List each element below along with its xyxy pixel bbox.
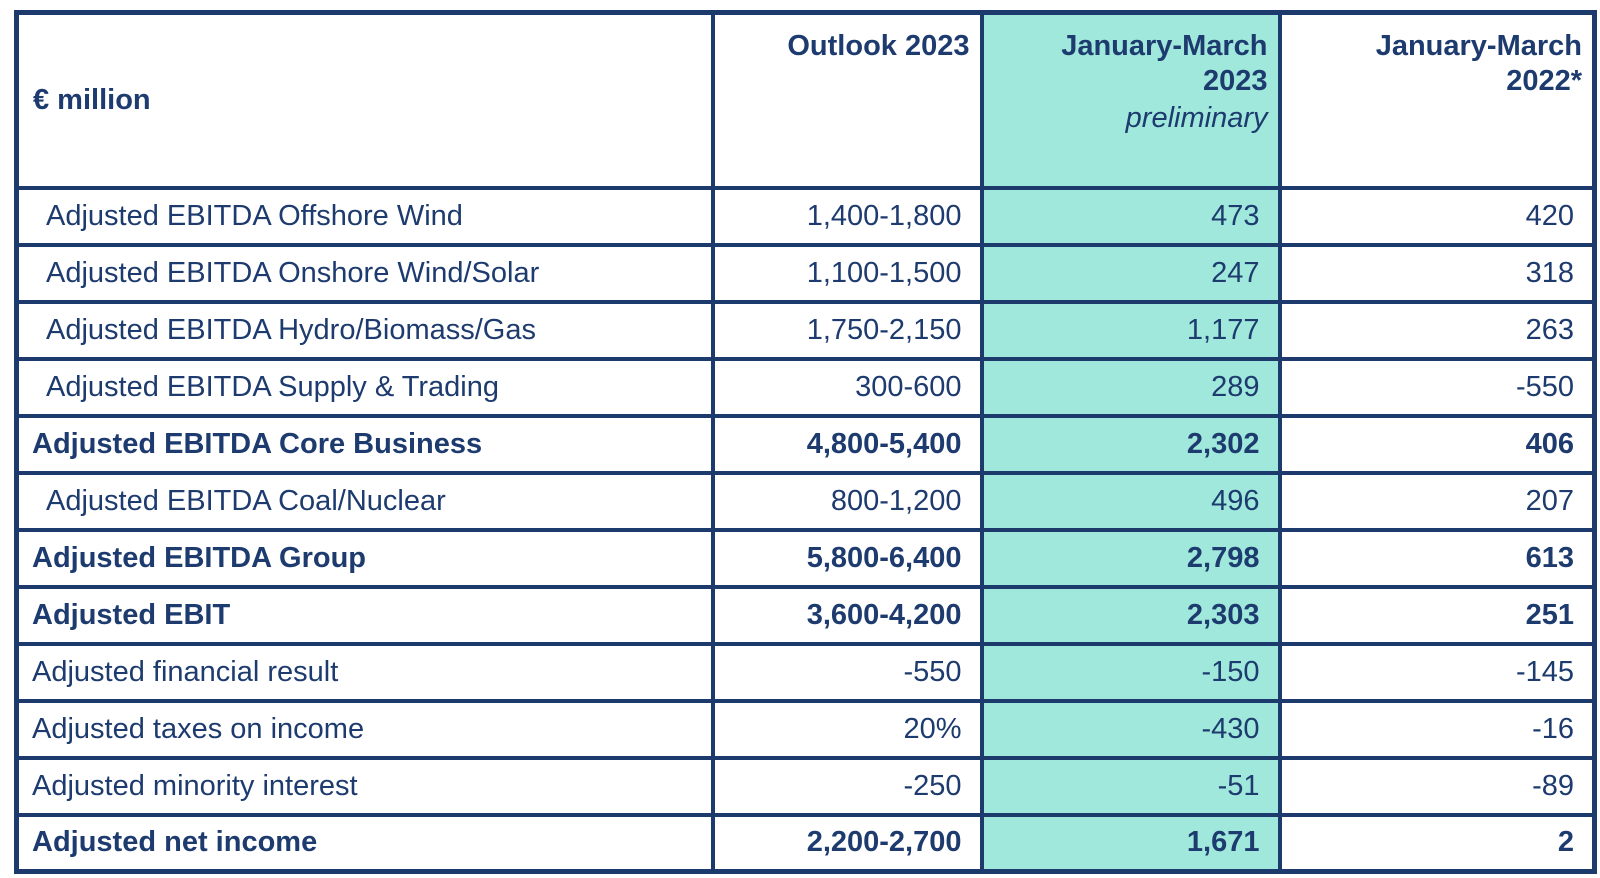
- outlook-value: 1,100-1,500: [713, 245, 982, 302]
- q1-2023-value: 2,798: [982, 530, 1280, 587]
- q1-2022-value: 406: [1280, 416, 1595, 473]
- row-label: Adjusted financial result: [17, 644, 713, 701]
- outlook-2023-header-cell: Outlook 2023: [713, 13, 982, 188]
- table-row: [17, 644, 1595, 701]
- q1-2022-value: 420: [1280, 188, 1595, 245]
- outlook-value: 1,750-2,150: [713, 302, 982, 359]
- outlook-value: -250: [713, 758, 982, 815]
- table-body: [17, 188, 1595, 872]
- jan-mar-2022-line2: 2022*: [1506, 64, 1582, 97]
- q1-2022-value: 613: [1280, 530, 1595, 587]
- q1-2022-value: 207: [1280, 473, 1595, 530]
- table-header: [17, 13, 1595, 188]
- table-row: [17, 302, 1595, 359]
- table-row: [17, 245, 1595, 302]
- q1-2023-value: -51: [982, 758, 1280, 815]
- row-label: Adjusted EBITDA Onshore Wind/Solar: [17, 245, 713, 302]
- q1-2023-value: 289: [982, 359, 1280, 416]
- q1-2023-value: 473: [982, 188, 1280, 245]
- row-label: Adjusted EBITDA Coal/Nuclear: [17, 473, 713, 530]
- table-row: [17, 587, 1595, 644]
- q1-2022-value: 318: [1280, 245, 1595, 302]
- jan-mar-2022-header-cell: [1280, 13, 1595, 188]
- q1-2023-value: 247: [982, 245, 1280, 302]
- q1-2022-value: 263: [1280, 302, 1595, 359]
- outlook-value: 20%: [713, 701, 982, 758]
- q1-2022-value: 251: [1280, 587, 1595, 644]
- unit-header-cell: € million: [17, 13, 713, 188]
- row-label: Adjusted EBITDA Supply & Trading: [17, 359, 713, 416]
- q1-2023-value: 496: [982, 473, 1280, 530]
- q1-2023-value: 2,302: [982, 416, 1280, 473]
- outlook-value: -550: [713, 644, 982, 701]
- jan-mar-2023-header-cell: [982, 13, 1280, 188]
- row-label: Adjusted minority interest: [17, 758, 713, 815]
- row-label: Adjusted EBIT: [17, 587, 713, 644]
- table-row: [17, 530, 1595, 587]
- outlook-value: 2,200-2,700: [713, 815, 982, 872]
- row-label: Adjusted EBITDA Core Business: [17, 416, 713, 473]
- jan-mar-2023-line1: January-March: [1061, 30, 1268, 62]
- q1-2022-value: -16: [1280, 701, 1595, 758]
- q1-2023-value: 1,671: [982, 815, 1280, 872]
- table-row: [17, 701, 1595, 758]
- q1-2023-value: 1,177: [982, 302, 1280, 359]
- table-row: [17, 188, 1595, 245]
- q1-2023-value: -150: [982, 644, 1280, 701]
- q1-2022-value: -145: [1280, 644, 1595, 701]
- outlook-value: 800-1,200: [713, 473, 982, 530]
- financial-results-table: [14, 10, 1597, 874]
- table-row: [17, 359, 1595, 416]
- outlook-value: 3,600-4,200: [713, 587, 982, 644]
- preliminary-note: preliminary: [1125, 101, 1268, 134]
- q1-2023-value: 2,303: [982, 587, 1280, 644]
- row-label: Adjusted EBITDA Group: [17, 530, 713, 587]
- row-label: Adjusted taxes on income: [17, 701, 713, 758]
- outlook-value: 1,400-1,800: [713, 188, 982, 245]
- row-label: Adjusted EBITDA Offshore Wind: [17, 188, 713, 245]
- table-row: [17, 815, 1595, 872]
- jan-mar-2023-line2: 2023: [1202, 64, 1268, 97]
- row-label: Adjusted EBITDA Hydro/Biomass/Gas: [17, 302, 713, 359]
- outlook-value: 5,800-6,400: [713, 530, 982, 587]
- outlook-value: 4,800-5,400: [713, 416, 982, 473]
- q1-2022-value: -550: [1280, 359, 1595, 416]
- jan-mar-2022-line1: January-March: [1375, 30, 1582, 62]
- q1-2022-value: -89: [1280, 758, 1595, 815]
- q1-2022-value: 2: [1280, 815, 1595, 872]
- table-row: [17, 416, 1595, 473]
- table-row: [17, 473, 1595, 530]
- q1-2023-value: -430: [982, 701, 1280, 758]
- header-row: [17, 13, 1595, 188]
- outlook-value: 300-600: [713, 359, 982, 416]
- table-row: [17, 758, 1595, 815]
- row-label: Adjusted net income: [17, 815, 713, 872]
